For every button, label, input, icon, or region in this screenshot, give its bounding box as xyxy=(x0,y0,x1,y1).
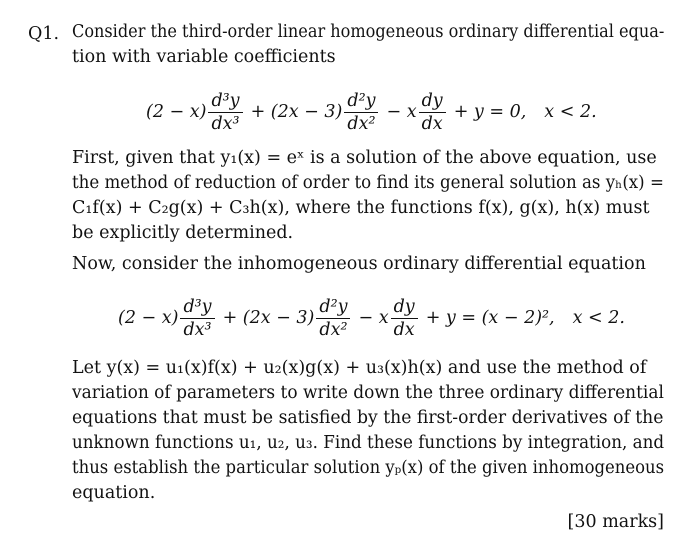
intro-line-2: tion with variable coefficients xyxy=(72,47,336,67)
intro-line-1: Consider the third-order linear homogeneous ordinary differential equa- xyxy=(72,22,665,42)
part3-line-1: Let y(x) = u₁(x)f(x) + u₂(x)g(x) + u₃(x)h(x) and use the method of xyxy=(72,358,647,378)
eq1-frac2-den: dx² xyxy=(347,113,376,134)
eq2-frac2-num: d²y xyxy=(316,297,350,319)
eq1-second-derivative xyxy=(344,91,378,134)
part1-line-3: C₁f(x) + C₂g(x) + C₃h(x), where the functions f(x), g(x), h(x) must xyxy=(72,198,650,218)
part2-intro: Now, consider the inhomogeneous ordinary differential equation xyxy=(72,254,646,274)
part3-line-5: thus establish the particular solution yₚ(x) of the given inhomogeneous xyxy=(72,458,665,478)
part3-line-2: variation of parameters to write down the three ordinary differential xyxy=(72,383,664,403)
part3-line-6: equation. xyxy=(72,483,156,503)
part1-line-1: First, given that y₁(x) = eˣ is a solution of the above equation, use xyxy=(72,148,657,168)
eq2-term3-coef: − x xyxy=(358,308,389,328)
eq2-term1-coef: (2 − x) xyxy=(118,308,179,328)
eq1-term1-coef: (2 − x) xyxy=(146,102,207,122)
part1-line-4: be explicitly determined. xyxy=(72,223,294,243)
eq1-term3-coef: − x xyxy=(386,102,417,122)
part3-line-3: equations that must be satisfied by the first-order derivatives of the xyxy=(72,408,664,428)
eq2-domain: x < 2. xyxy=(572,308,625,328)
eq2-term2-coef: + (2x − 3) xyxy=(222,308,315,328)
eq2-second-derivative xyxy=(316,297,350,340)
part3-line-4: unknown functions u₁, u₂, u₃. Find these functions by integration, and xyxy=(72,433,665,453)
eq1-frac3-num: dy xyxy=(419,91,446,113)
inhomogeneous-equation xyxy=(118,292,625,344)
eq2-rhs: + y = (x − 2)², xyxy=(425,308,555,328)
eq2-frac3-num: dy xyxy=(391,297,418,319)
eq1-third-derivative xyxy=(208,91,242,134)
eq2-third-derivative xyxy=(180,297,214,340)
eq2-frac1-num: d³y xyxy=(180,297,214,319)
eq1-rhs: + y = 0, xyxy=(453,102,527,122)
eq1-term2-coef: + (2x − 3) xyxy=(250,102,343,122)
eq1-frac3-den: dx xyxy=(421,113,443,134)
eq1-first-derivative xyxy=(419,91,446,134)
eq1-frac1-num: d³y xyxy=(208,91,242,113)
part1-line-2: the method of reduction of order to find its general solution as yₕ(x) = xyxy=(72,173,664,193)
question-number: Q1. xyxy=(28,24,60,44)
eq1-frac2-num: d²y xyxy=(344,91,378,113)
eq1-domain: x < 2. xyxy=(544,102,597,122)
eq2-first-derivative xyxy=(391,297,418,340)
eq2-frac1-den: dx³ xyxy=(183,319,212,340)
homogeneous-equation xyxy=(146,86,597,138)
marks-label: [30 marks] xyxy=(567,512,664,532)
eq2-frac2-den: dx² xyxy=(319,319,348,340)
eq2-frac3-den: dx xyxy=(393,319,415,340)
eq1-frac1-den: dx³ xyxy=(211,113,240,134)
